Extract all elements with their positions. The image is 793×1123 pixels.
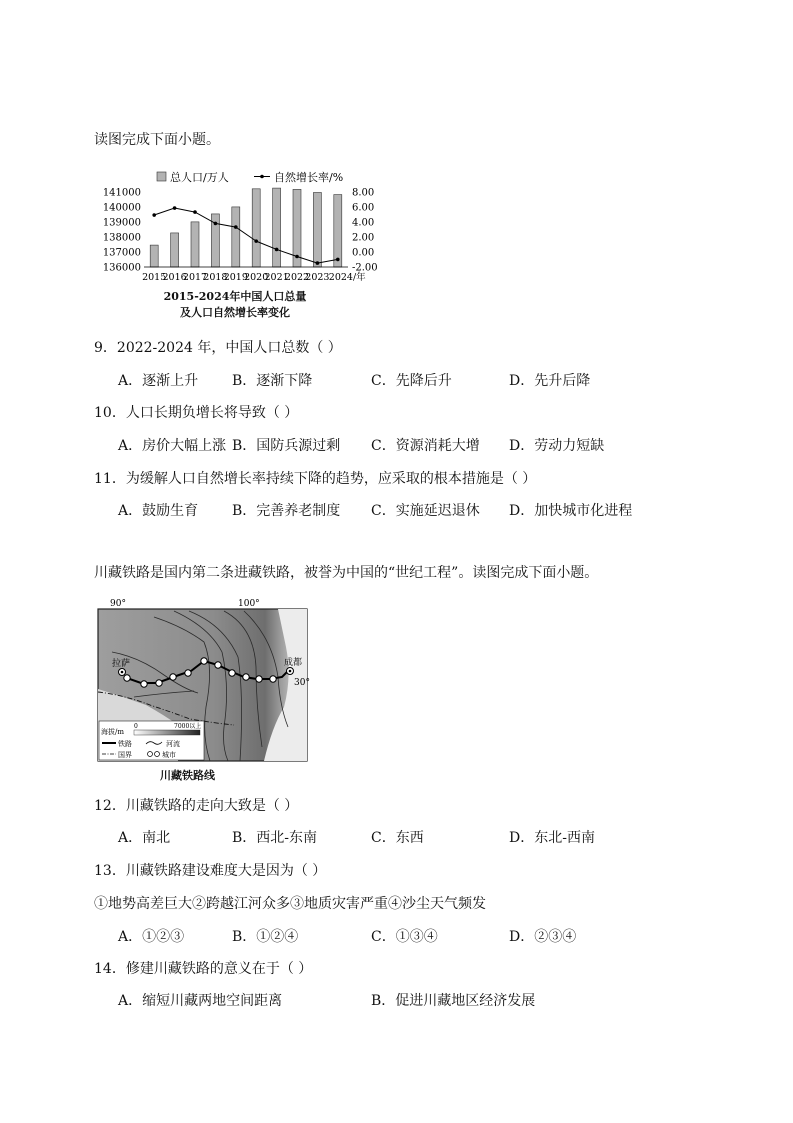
y-right-tick-label: -2.00 bbox=[352, 262, 378, 274]
legend-rail-label: 铁路 bbox=[118, 740, 132, 748]
q13-stem: 13．川藏铁路建设难度大是因为（ ） bbox=[94, 863, 327, 879]
population-bar bbox=[232, 207, 240, 267]
legend-city-label: 城市 bbox=[162, 751, 176, 759]
x-tick-label: 2015 bbox=[142, 272, 167, 283]
q12-option-b[interactable]: B．西北-东南 bbox=[232, 830, 318, 846]
legend-altitude-zero: 0 bbox=[134, 723, 138, 730]
station-marker bbox=[229, 670, 235, 676]
lhasa-label: 拉萨 bbox=[112, 659, 131, 669]
population-bar bbox=[334, 195, 342, 267]
x-tick-label: 2016 bbox=[162, 272, 187, 283]
q12-option-d[interactable]: D．东北-西南 bbox=[509, 830, 595, 846]
q9-option-b[interactable]: B．逐渐下降 bbox=[232, 373, 313, 389]
population-bar bbox=[150, 245, 158, 267]
intro-text-2: 川藏铁路是国内第二条进藏铁路，被誉为中国的“世纪工程”。读图完成下面小题。 bbox=[94, 565, 599, 581]
chart-plot-area bbox=[103, 188, 378, 284]
q14-option-b[interactable]: B．促进川藏地区经济发展 bbox=[371, 993, 536, 1009]
q10-stem: 10．人口长期负增长将导致（ ） bbox=[94, 405, 299, 421]
legend-city-swatch bbox=[148, 752, 153, 757]
q14-stem: 14．修建川藏铁路的意义在于（ ） bbox=[94, 961, 313, 977]
chart-caption bbox=[150, 289, 320, 321]
station-marker bbox=[243, 674, 249, 680]
population-bar bbox=[191, 222, 199, 267]
q9-stem: 9．2022-2024 年，中国人口总数（ ） bbox=[94, 340, 342, 356]
y-right-tick-label: 4.00 bbox=[352, 217, 375, 229]
y-left-tick-label: 137000 bbox=[102, 247, 141, 259]
map-legend bbox=[99, 721, 204, 760]
growth-rate-point bbox=[295, 255, 299, 259]
lhasa-city-dot bbox=[121, 671, 124, 674]
chart-caption-line-1: 2015-2024年中国人口总量 bbox=[163, 290, 307, 303]
y-left-tick-label: 139000 bbox=[102, 217, 141, 229]
y-left-tick-label: 136000 bbox=[102, 262, 141, 274]
q11-option-a[interactable]: A．鼓励生育 bbox=[118, 503, 199, 519]
legend-border-label: 国界 bbox=[118, 751, 132, 759]
q12-stem: 12．川藏铁路的走向大致是（ ） bbox=[94, 798, 299, 814]
station-marker bbox=[124, 675, 130, 681]
legend-line-label: 自然增长率/% bbox=[274, 171, 344, 184]
population-chart bbox=[96, 166, 386, 288]
growth-rate-line bbox=[154, 208, 338, 263]
q10-option-d[interactable]: D．劳动力短缺 bbox=[509, 438, 605, 454]
q9-option-d[interactable]: D．先升后降 bbox=[509, 373, 591, 389]
q9-option-c[interactable]: C．先降后升 bbox=[371, 373, 452, 389]
x-tick-label: 2023 bbox=[305, 272, 330, 283]
q13-statements: ①地势高差巨大②跨越江河众多③地质灾害严重④沙尘天气频发 bbox=[94, 896, 486, 912]
station-marker bbox=[215, 662, 221, 668]
legend-city-swatch-2 bbox=[155, 752, 160, 757]
q10-option-c[interactable]: C．资源消耗大增 bbox=[371, 438, 480, 454]
population-bar bbox=[252, 189, 260, 267]
y-right-tick-label: 8.00 bbox=[352, 187, 375, 199]
y-left-tick-label: 138000 bbox=[102, 232, 141, 244]
q10-option-b[interactable]: B．国防兵源过剩 bbox=[232, 438, 341, 454]
population-bar bbox=[313, 192, 321, 267]
q13-option-b[interactable]: B．①②④ bbox=[232, 929, 299, 945]
station-marker bbox=[201, 658, 207, 664]
station-marker bbox=[141, 681, 147, 687]
legend-altitude-label: 海拔/m bbox=[101, 728, 124, 736]
station-marker bbox=[170, 674, 176, 680]
q9-option-a[interactable]: A．逐渐上升 bbox=[118, 373, 199, 389]
latitude-30-label: 30° bbox=[294, 678, 310, 688]
x-tick-label: 2017 bbox=[182, 272, 208, 283]
growth-rate-point bbox=[275, 248, 279, 252]
longitude-100-label: 100° bbox=[238, 599, 260, 609]
x-tick-label: 2020 bbox=[244, 272, 269, 283]
y-right-tick-label: 2.00 bbox=[352, 232, 375, 244]
q11-stem: 11．为缓解人口自然增长率持续下降的趋势，应采取的根本措施是（ ） bbox=[94, 471, 537, 487]
population-bar bbox=[171, 233, 179, 267]
intro-text-1: 读图完成下面小题。 bbox=[94, 132, 220, 148]
y-left-tick-label: 140000 bbox=[102, 202, 141, 214]
legend-river-label: 河流 bbox=[166, 740, 180, 748]
legend-bar-label: 总人口/万人 bbox=[170, 171, 229, 184]
y-right-tick-label: 0.00 bbox=[352, 247, 375, 259]
legend-bar-swatch bbox=[157, 172, 166, 181]
q10-option-a[interactable]: A．房价大幅上涨 bbox=[118, 438, 227, 454]
legend-line-marker bbox=[260, 175, 264, 179]
map-caption: 川藏铁路线 bbox=[160, 769, 215, 782]
population-bar bbox=[273, 188, 281, 267]
q14-option-a[interactable]: A．缩短川藏两地空间距离 bbox=[118, 993, 283, 1009]
q13-option-a[interactable]: A．①②③ bbox=[118, 929, 185, 945]
q13-option-d[interactable]: D．②③④ bbox=[509, 929, 577, 945]
y-right-tick-label: 6.00 bbox=[352, 202, 375, 214]
station-marker bbox=[256, 676, 262, 682]
q11-option-b[interactable]: B．完善养老制度 bbox=[232, 503, 341, 519]
growth-rate-point bbox=[316, 261, 320, 265]
q12-option-a[interactable]: A．南北 bbox=[118, 830, 171, 846]
growth-rate-point bbox=[152, 213, 156, 217]
q13-option-c[interactable]: C．①③④ bbox=[371, 929, 438, 945]
sichuan-tibet-railway-map bbox=[94, 597, 312, 765]
chart-legend bbox=[157, 170, 343, 184]
station-marker bbox=[156, 680, 162, 686]
longitude-90-label: 90° bbox=[110, 599, 126, 609]
chengdu-city-dot bbox=[289, 670, 292, 673]
station-marker bbox=[270, 676, 276, 682]
legend-altitude-max: 7000以上 bbox=[174, 723, 202, 730]
growth-rate-point bbox=[214, 222, 218, 226]
station-marker bbox=[185, 670, 191, 676]
growth-rate-point bbox=[193, 210, 197, 214]
x-tick-label: 2019 bbox=[223, 272, 248, 283]
growth-rate-point bbox=[234, 225, 238, 229]
q11-option-d[interactable]: D．加快城市化进程 bbox=[509, 503, 633, 519]
x-tick-label: 2018 bbox=[203, 272, 228, 283]
growth-rate-point bbox=[336, 258, 340, 262]
q12-option-c[interactable]: C．东西 bbox=[371, 830, 424, 846]
x-tick-label: 2021 bbox=[264, 272, 289, 283]
x-tick-label: 2022 bbox=[284, 272, 310, 283]
growth-rate-point bbox=[173, 206, 177, 210]
x-tick-label: 2024/年 bbox=[328, 272, 366, 283]
chengdu-label: 成都 bbox=[284, 658, 303, 668]
y-left-tick-label: 141000 bbox=[102, 187, 141, 199]
q11-option-c[interactable]: C．实施延迟退休 bbox=[371, 503, 480, 519]
growth-rate-point bbox=[254, 239, 258, 243]
chart-caption-line-2: 及人口自然增长率变化 bbox=[180, 306, 290, 319]
legend-altitude-bar bbox=[134, 730, 200, 735]
